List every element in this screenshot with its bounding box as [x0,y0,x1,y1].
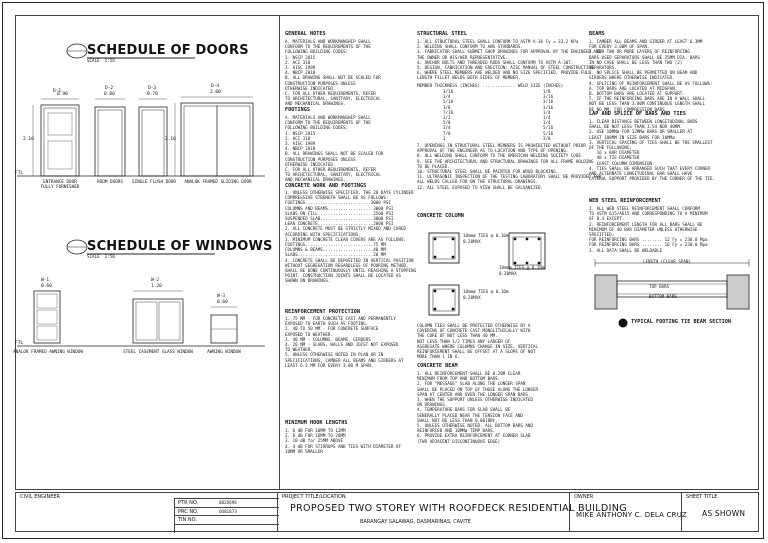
beams-title: BEAMS [589,31,605,37]
beam-title: CONCRETE BEAM [417,363,458,369]
concrete-title: CONCRETE WORK AND FOOTINGS [285,183,367,189]
door-width-d4: 2.00 [210,90,221,95]
weld-member-thickness: 7/16 [443,109,454,115]
reinf-notes: 1. 75 MM - FOR CONCRETE CAST AND PERMANENTLY EXPOSED TO EARTH SUCH AS FOOTING. 2. 40 TO 50 MM - FOR CONCRETE SURFACE EXPOSED TO WEATHER. 3. 40 MM - COLUMNS, BEAMS, GIRDERS 4. 20 MM - SLABS, WALLS AND JOIST NOT EXPOSED TO WEATHER. 5. UNLESS OTHERWISE NOTED IN PLAN OR IN SPECIFICATIONS, CAMBER ALL BEAMS AND GIRDERS AT LEAST 6.3 MM FOR EVERY 3.00 M SPAN. [285,316,404,368]
general-notes: A. MATERIALS AND WORKMANSHIP SHALL CONFORM TO THE REQUIREMENTS OF THE FOLLOWING BUILDING CODES: 1. NSCP 2015 2. ACI 318 3. AISC 1989 4. NBCP 2010 B. ALL DRAWING SHALL NOT BE SCALED FOR CONSTRUCTION PURPOSES UNLESS OTHERWISE INDICATED. C. FOR ALL OTHER REQUIREMENTS, REFER TO ARCHITECTURAL, SANITARY, ELECTRICAL AND MECHANICAL DRAWINGS. [285,39,381,107]
web-notes: 1. ALL WEB STEEL REINFORCEMENT SHALL CONFORM TO ASTM 615/A615 AND CORRESPONDING TO A MINIMUM OF 0.4 EXCEPT. 2. REINFORCEMENT LENGTH FOR ALL BARS SHALL BE MINIMUM OF 40 BAR DIAMETER UNLESS OTHERWISE SPECIFIED. FOR REINFORCING BARS ........ 12 Fy = 230.0 Mpa FOR REINFORCING BARS ........ 16 Fy = 230.0 Mpa 3. ALL DATA SHALL BE WELDABLE [589,206,708,253]
window-code-w1: W-1 [41,278,50,283]
weld-size: 5/16 [543,125,554,131]
tin-label: TIN NO. [178,517,197,524]
door-width-d2: 0.80 [104,92,115,97]
footing-bottom-bars: BOTTOM BARS [649,294,677,299]
window-width-w3: 0.60 [217,300,228,305]
tie-label-c: 10mmø TIES @ 0.10m [463,289,509,294]
door-height-d4: 2.10 [165,137,176,142]
window-width-w1: 0.60 [41,284,52,289]
weld-member-thickness: 1/4 [443,94,451,100]
reinf-title: REINFORCEMENT PROTECTION [285,309,360,315]
door-label-d2: ROOM DOORS [97,180,123,185]
weld-member-thickness: 5/16 [443,99,454,105]
prc-row [175,508,279,517]
beams-notes: 1. CAMBER ALL BEAMS AND GIRDER AT LEAST 6.3MM FOR EVERY 3.00M OF SPAN. 2. FOR TWO OR MORE LAYERS OF REINFORCING BARS USED SEPARATORS SHALL BE 25MM DIA. BARS IN NO CASE SHALL BE LESS THAN TWO (2) SEPARATORS. 3. NO SPLICE SHALL BE PERMITTED ON BEAM AND GIRDERS WHERE OTHERWISE INDICATED. 4. SPLICING OF REINFORCEMENT SHALL BE AS FOLLOWS: A. TOP BARS ARE LOCATED AT MIDSPAN. B. BOTTOM BARS ARE LOCATED AT SUPPORT. 5. IF THE REINFORCING BARS ARE IN A WALL SHALL NOT BE LESS THAN 3.00M CONTINUOUS LENGTH SHALL BE NO MM, FOR COMPRESSION BARS. [589,39,713,112]
ftl-label: FTL [15,171,24,176]
weld-member-thickness: 3/8 [443,104,451,110]
steel-notes-2: 7. OPENINGS IN STRUCTURAL STEEL MEMBERS IS PROHIBITED WITHOUT PRIOR APPROVAL OF THE ENGINEER AS TO LOCATION AND TYPE OF OPENING. 8. ALL WELDING SHALL CONFORM TO THE AMERICAN WELDING SOCIETY CODE. 9. SEE THE ARCHITECTURAL AND STRUCTURAL DRAWINGS FOR ALL FRAME HOLDING TO BE PLACED. 10. STRUCTURAL STEEL SHALL BE PAINTED FOR WOOD BLOCKING. 11. ULTRASONIC INSPECTION OF THE TESTING LABORATORY SHALL BE PROVIDED FOR ALL WELDS CALLED FOR ON THE STRUCTURAL DRAWINGS. 12. ALL STEEL EXPOSED TO VIEW SHALL BE GALVANIZED. [417,143,602,190]
weld-size: 3/16 [543,104,554,110]
footings-notes: A. MATERIALS AND WORKMANSHIP SHALL CONFORM TO THE REQUIREMENTS OF THE FOLLOWING BUILDING CODES: 1. NSCP 2015 2. ACI 318 3. AISC 1989 4. NBCP 2010 B. ALL DRAWINGS SHALL NOT BE SCALED FOR CONSTRUCTION PURPOSES UNLESS OTHERWISE INDICATED. C. FOR ALL OTHER REQUIREMENTS, REFER TO ARCHITECTURAL, SANITARY, ELECTRICAL AND MECHANICAL DRAWINGS. [285,115,384,183]
window-w1-elevation [34,291,60,343]
windows-schedule-title: SCHEDULE OF WINDOWS [87,239,273,254]
tie-label-b2: 0.20MAX [499,271,517,276]
weld-member-thickness: 1/2 [443,115,451,120]
weld-member-thickness: 5/8 [443,120,451,126]
window-label-w3: AWNING WINDOW [207,350,241,355]
ftl-label-2: FTL [15,341,24,346]
windows-scale: SCALE 1:50 [87,254,115,259]
weld-size: 3/16 [543,94,554,100]
sheet-title-value: AS SHOWN [702,509,746,518]
steel-title: STRUCTURAL STEEL [417,31,467,37]
web-title: WEB STEEL REINFORCEMENT [589,198,661,204]
weld-size: 1/4 [543,120,551,126]
door-code-d3: D-3 [148,86,157,91]
window-w3-elevation [211,307,237,343]
weld-size: 1/8 [543,89,551,94]
hook-notes: 1. 6 dB FOR 10MM TO 12MM 2. 8 dB FOR 16MM TO 20MM 3. 10 dB for 25MM ABOVE 4. 4 dB FOR STIRRUPS AND TIES WITH DIAMETER OF 10MM OR SMALLER [285,428,401,454]
tie-label-a: 10mmø TIES @ 0.10m [463,233,509,238]
steel-notes: 1. ALL STRUCTURAL STEEL SHALL CONFORM TO ASTM A-36 Fy = 33.2 KPa 2. WELDING SHALL CONFORM TO AWS STANDARDS. 3. FABRICATOR SHALL SUBMIT SHOP DRAWINGS FOR APPROVAL BY THE ENGINEER AND THE OWNER OR HIS/HER REPRESENTATIVE. 4. ANCHOR BOLTS AND THREADED RODS SHALL CONFORM TO ASTM A-307. 5. DESIGN, FABRICATION AND ERECTION: AISC MANUAL OF STEEL CONSTRUCTION. 6. WHERE STEEL MEMBERS ARE WELDED AND NO SIZE SPECIFIED, PROVIDE FULL LENGTH FILLET WELDS BOTH SIDES OF MEMBER. [417,39,602,81]
footing-top-bars: TOP BARS [649,284,670,289]
tie-label-c2: 0.20MAX [463,295,481,300]
doors-schedule-title: SCHEDULE OF DOORS [87,43,249,58]
project-label: PROJECT TITLE/LOCATION [282,494,346,500]
column-notes: COLUMN TIES SHALL BE PROTECTED OTHERWISE BY A COVERING OF CONCRETE CAST MONOLITHICALLY WITH THE CORE OF NOT LESS THAN 40 MM. NOT LESS THAN 1/2 TIMES ANY LARGER OF AGGREGATE WHERE COLUMNS CHANGE IN SIZE, VERTICAL REINFORCEMENT SHALL BE OFFSET AT A SLOPE OF NOT MORE THAN 1 IN 6. [417,323,539,360]
column-divider [279,16,280,489]
weld-size: 1/4 [543,109,551,115]
column-section-c [429,285,459,315]
project-location: BARANGAY SALAWAG, DASMARIÑAS, CAVITE [360,519,471,525]
doors-scale: SCALE 1:50 [87,58,115,63]
door-code-d1: D-1 [53,89,62,94]
beam-notes: 1. ALL REINFORCEMENT SHALL BE 0.20M CLEAR MINIMUM FROM TOP AND BOTTOM BARS. 2. FOR "MESSAGE" SLAB ALONG THE LONGER SPAN SHALL BE PLACED ON TOP OF THOSE ALONG THE LONGER SPAN AT CENTER AND OVER THE LONGER SPAN BARS. 3. WHEN THE SUPPORT UNLESS OTHERWISE INDICATED ON DRAWINGS. 4. TEMPERATURE BARS FOR SLAB SHALL BE GENERALLY PLACED NEAR THE TENSION FACE AND SHALL NOT BE LESS THAN 0.0018Bt. 5. UNLESS OTHERWISE NOTED, ALL BOTTOM BARS AND REINFORCED AND 10MMø TEMP BARS. 6. PROVIDE EXTRA REINFORCEMENT AT CORNER SLAB (TWO ADJACENT DISCONTINUOUS EDGE) [417,371,539,444]
window-width-w2: 1.20 [151,284,162,289]
window-code-w3: W-3 [217,294,226,299]
tie-label-b: 10mmø TIES @ 0.10m [499,265,545,270]
splice-title: LAP AND SPLICE OF BARS AND TIES [589,111,686,117]
civil-engineer-label: CIVIL ENGINEER [20,494,61,500]
door-code-d4: D-4 [211,84,220,89]
door-width-d3: 0.70 [147,92,158,97]
footing-detail [589,257,759,317]
footing-detail-title: TYPICAL FOOTING TIE BEAM SECTION [631,319,731,325]
owner-label: OWNER [574,494,594,500]
windows-drawing [3,3,273,363]
column-section-a [429,233,459,263]
splice-notes: 1. CLEAR DISTANCE BETWEEN LONGITUDINAL BARS SHALL BE NOT LESS THAN 1.5d NOR 40MM. 2. USE 10MMø FOR 12MMø BARS OR SMALLER AT LEAST 100MM IN SIZE BARS FOR 10MMø. 3. VERTICAL SPACING OF TIES SHALL BE THE SMALLEST OF THE FOLLOWING: 16 x BAR DIAMETER 48 x TIE DIAMETER LEAST COLUMN DIMENSION 4. TIES SHALL BE ARRANGED SUCH THAT EVERY CORNER AND ALTERNATE LONGITUDINAL BAR SHALL HAVE LATERAL SUPPORT PROVIDED BY THE CORNER OF THE TIE. [589,119,716,182]
owner-name: MIKE ANTHONY C. DELA CRUZ [576,511,687,519]
owner-cell [570,493,687,531]
engineer-cell [16,493,278,531]
general-notes-title: GENERAL NOTES [285,31,326,37]
window-label-w2: STEEL CASEMENT GLASS WINDOW [123,350,193,355]
weld-size: 3/8 [543,135,551,141]
hook-title: MINIMUM HOOK LENGTHS [285,420,348,426]
weld-member-thickness: 7/8 [443,130,451,136]
project-title: PROPOSED TWO STOREY WITH ROOFDECK RESIDENTIAL BUILDING [290,503,627,514]
weld-size: 5/16 [543,130,554,136]
footing-dim-label: LENGTH (CLEAR SPAN) [643,259,691,264]
window-label-w1: ANALOK FRAMED AWNING WINDOW [13,350,83,355]
weld-member-thickness: 3/16 [443,89,454,94]
ptr-label: PTR NO. [178,500,199,506]
ptr-value: 8820696 [219,500,237,505]
door-label-d3: SINGLE FLUSH DOOR [132,180,176,185]
tie-label-a2: 0.20MAX [463,239,481,244]
column-section-b [509,233,545,269]
weld-member-thickness: 3/4 [443,125,451,131]
door-width-d1: 0.90 [57,92,68,97]
tin-row [175,516,279,525]
prc-value: 0081873 [219,508,237,514]
title-block [15,492,759,532]
ptr-row [175,499,279,508]
weld-size: 3/16 [543,99,554,105]
drawing-sheet [2,2,764,539]
concrete-notes: 1. UNLESS OTHERWISE SPECIFIED, THE 28 DAYS CYLINDER COMPRESSIVE STRENGTH SHALL BE AS FOLLOWS: FOOTINGS..........................3000 PSI COLUMNS AND BEAMS..................3000 PSI SLABS ON FILL......................2500 PSI SUSPENDED SLAB.....................3000 PSI LEAN CONCRETE......................2000 PSI 2. ALL CONCRETE MUST BE STRICTLY MIXED AND CURED ACCORDING WITH SPECIFICATIONS. 3. MINIMUM CONCRETE CLEAR COVERS ARE AS FOLLOWS: FOOTINGS...........................75 MM COLUMNS & BEAMS....................40 MM SLABS..............................20 MM 4. CONCRETE SHALL BE DEPOSITED IN VERTICAL POSITION WITHOUT SEGREGATION REGARDLESS OF POURING METHOD. SHALL BE DONE CONTINUOUSLY UNTIL REACHING A STOPPING POINT. CONSTRUCTION JOINTS SHALL BE LOCATED AS SHOWN ON DRAWINGS. [285,190,417,284]
sheet-title-label: SHEET TITLE [686,494,718,500]
door-height-d1: 2.10 [23,137,34,142]
window-w2-elevation [133,291,183,343]
door-label-d1: ENTRANCE DOOR FULLY FURNISHED [40,180,80,190]
column-title: CONCRETE COLUMN [417,213,464,219]
window-code-w2: W-2 [151,278,160,283]
prc-label: PRC NO. [178,508,199,515]
footings-title: FOOTINGS [285,107,310,113]
detail-marker-icon [617,317,629,329]
door-label-d4: ANALOK FRAMED SLIDING DOOR [184,180,252,185]
weld-size: 1/4 [543,115,551,120]
sheet-cell [682,493,760,531]
door-code-d2: D-2 [105,86,114,91]
weld-header: MEMBER THICKNESS (INCHES) ............. WELD SIZE (INCHES) [417,83,564,88]
weld-member-thickness: 1 [443,135,446,141]
